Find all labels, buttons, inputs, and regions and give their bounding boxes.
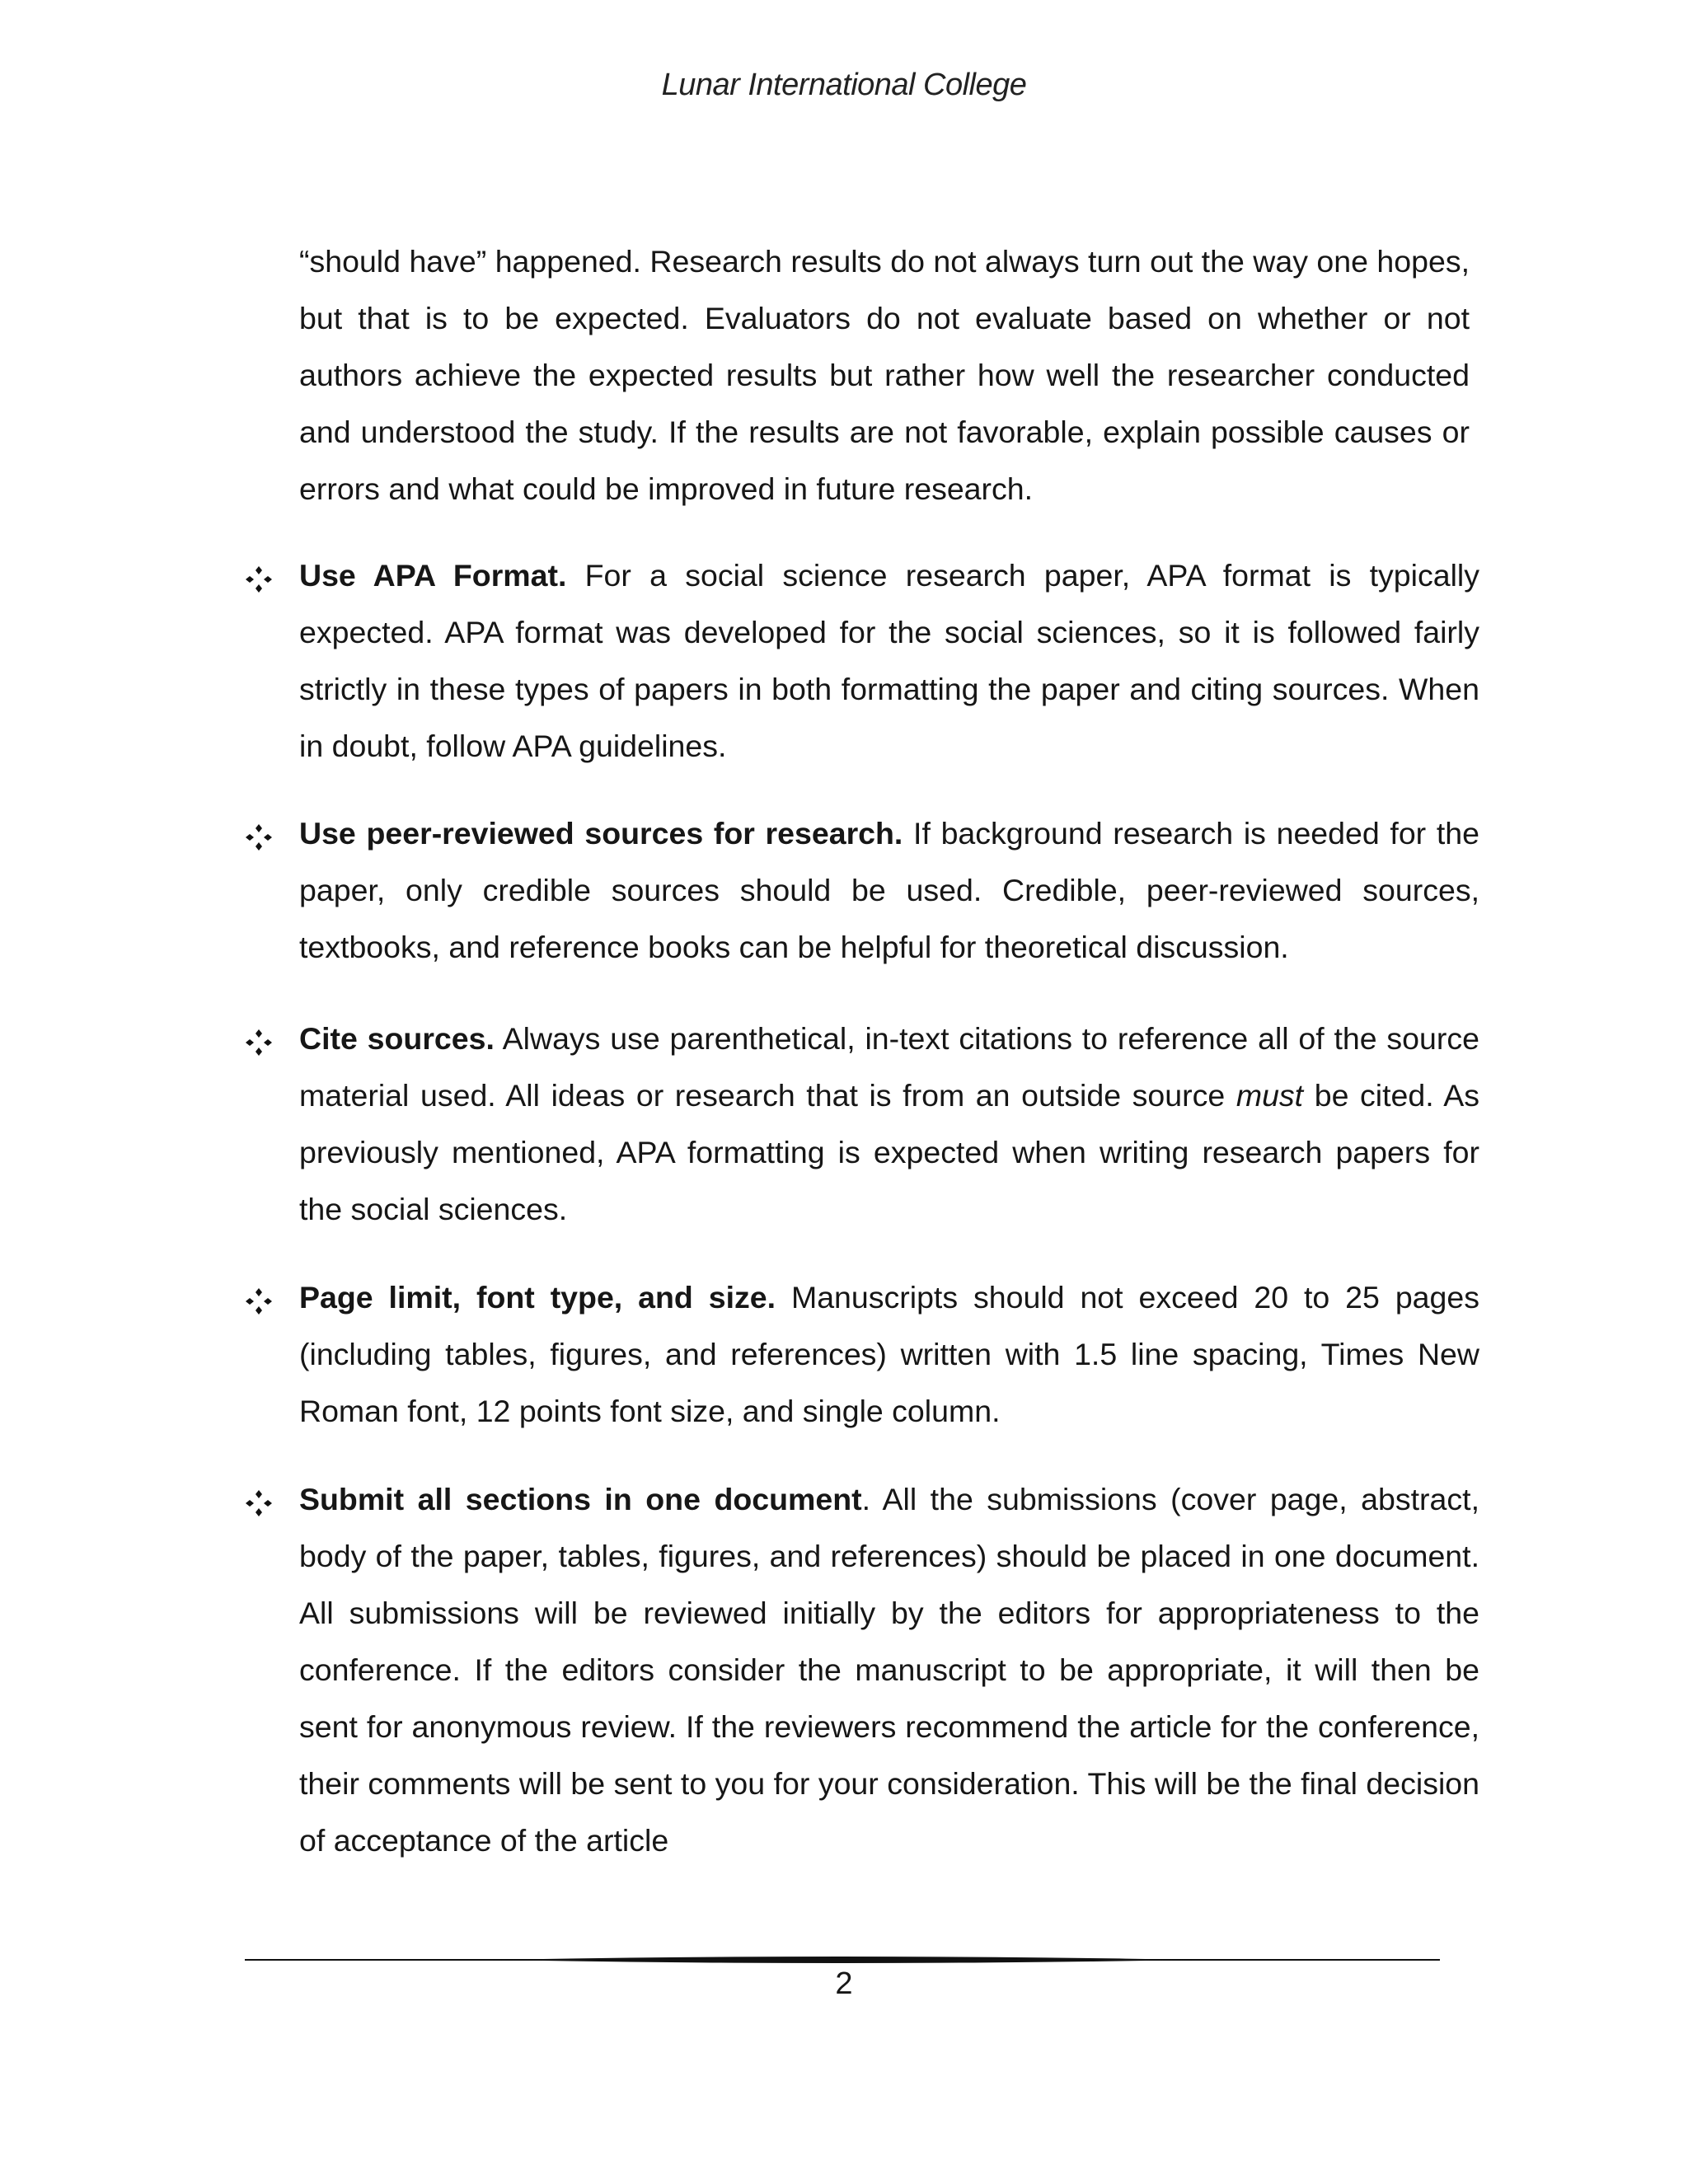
bullet-text [299,1010,1479,1238]
diamond-bullet-icon [245,1029,273,1057]
diamond-bullet-icon [245,1287,273,1315]
bullet-text [299,1471,1479,1869]
bullet-text [299,805,1479,976]
bullet-body: For a social science research paper, APA format is typically expected. APA format was developed for the social sciences, so it is followed fairly strictly in these types of papers in both formatting the paper and citing sources. When in doubt, follow APA guidelines. [299,558,1479,763]
bullet-body-cont: be cited. As previously mentioned, APA formatting is expected when writing research papers for the social sciences. [299,1078,1479,1226]
intro-paragraph: “should have” happened. Research results do not always turn out the way one hopes, but that is to be expected. Evaluators do not evaluate based on whether or not authors achieve the expected results but rather how well the researcher conducted and understood the study. If the results are not favorable, explain possible causes or errors and what could be improved in future research. [299,244,1470,506]
diamond-bullet-icon [245,823,273,851]
bullet-heading: Page limit, font type, and size. [299,1280,776,1315]
footer-divider [245,1952,1440,1968]
bullet-heading: Submit all sections in one document [299,1482,862,1516]
bullet-body: . All the submissions (cover page, abstract, body of the paper, tables, figures, and references) should be placed in one document. All submissions will be reviewed initially by the editors for appropriateness to the conference. If the editors consider the manuscript to be appropriate, it will then be sent for anonymous review. If the reviewers recommend the article for the conference, their comments will be sent to you for your consideration. This will be the final decision of acceptance of the article [299,1482,1479,1858]
bullet-body: Always use parenthetical, in-text citations to reference all of the source material used. All ideas or research that is from an outside source [299,1021,1479,1113]
diamond-bullet-icon [245,565,273,593]
bullet-emphasis: must [1236,1078,1304,1113]
diamond-bullet-icon [245,1489,273,1517]
bullet-text [299,547,1479,775]
running-header: Lunar International College [661,68,1027,102]
bullet-text [299,1269,1479,1440]
bullet-heading: Use peer-reviewed sources for research. [299,816,903,851]
bullet-heading: Cite sources. [299,1021,495,1056]
page-number: 2 [835,1966,853,2001]
bullet-body: If background research is needed for the paper, only credible sources should be used. Credible, peer-reviewed sources, textbooks, and reference books can be helpful for theoretical discussion. [299,816,1479,964]
bullet-body: Manuscripts should not exceed 20 to 25 pages (including tables, figures, and references) written with 1.5 line spacing, Times New Roman font, 12 points font size, and single column. [299,1280,1479,1428]
bullet-heading: Use APA Format. [299,558,567,593]
